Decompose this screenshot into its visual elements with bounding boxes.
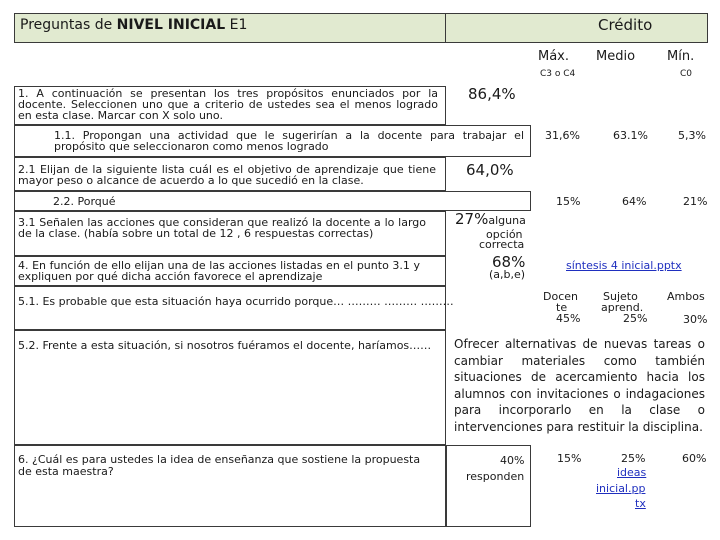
q4-link[interactable]: síntesis 4 inicial.pptx (566, 259, 682, 272)
q1-value: 86,4% (468, 85, 516, 103)
q2-1-line2: mayor peso o alcance de acuerdo a lo que sucedió en la clase. (18, 174, 364, 187)
header-right-cell (445, 13, 708, 43)
q3-1-line1: 3.1 Señalen las acciones que consideran que realizó la docente a lo largo (18, 216, 426, 229)
q1-1-line2: propósito que seleccionaron como menos logrado (54, 140, 329, 153)
q5-1-docente-pct: 45% (556, 312, 581, 325)
col-max-label: Máx. (538, 49, 570, 64)
q3-1-value-big: 27% (455, 210, 489, 228)
q3-1-value-line2: opción (486, 228, 523, 241)
header-credit: Crédito (598, 16, 653, 34)
header-title: Preguntas de NIVEL INICIAL E1 (20, 17, 248, 33)
q5-1-cell (14, 286, 446, 330)
q5-1-sujeto-pct: 25% (623, 312, 648, 325)
q6-link-line3[interactable]: tx (635, 497, 646, 510)
col-min-label: Mín. (667, 49, 695, 64)
q5-2-text: 5.2. Frente a esta situación, si nosotros fuéramos el docente, haríamos…… (18, 339, 432, 352)
q2-2-medio: 64% (622, 195, 647, 208)
q2-1-line1: 2.1 Elijan de la siguiente lista cuál es el objetivo de aprendizaje que tiene (18, 163, 436, 176)
q6-max: 15% (557, 452, 582, 465)
q2-2-max: 15% (556, 195, 581, 208)
q4-value: 68% (492, 253, 526, 271)
q3-1-line2: de la clase. (había sobre un total de 12 , 6 respuestas correctas) (18, 227, 374, 240)
q6-value-1: 40% (500, 454, 525, 467)
q1-line3: en esta clase. Marcar con X solo uno. (18, 109, 223, 122)
q6-medio-pct: 25% (621, 452, 646, 465)
col-medio-label: Medio (596, 49, 636, 64)
q6-value-2: responden (466, 470, 525, 483)
q3-1-value-rest: alguna (488, 214, 526, 227)
q1-1-min: 5,3% (678, 129, 706, 142)
q5-1-docente-1: Docen (543, 290, 578, 303)
q5-2-answer-line: intervenciones para restituir la disciplina. (454, 419, 703, 434)
q2-1-value: 64,0% (466, 161, 514, 179)
q4-line2: expliquen por qué dicha acción favorece el aprendizaje (18, 270, 323, 283)
q6-line2: de esta maestra? (18, 465, 114, 478)
q1-1-line1: 1.1. Propongan una actividad que le sugerirían a la docente para trabajar el (54, 129, 524, 142)
q5-2-answer-line: Ofrecer alternativas de nuevas tareas o (454, 337, 705, 351)
q1-1-medio: 63.1% (613, 129, 648, 142)
col-max-sub: C3 o C4 (540, 69, 576, 79)
q5-1-ambos-pct: 30% (683, 313, 708, 326)
q5-2-answer-line: situaciones de acercamiento hacia los (454, 370, 705, 384)
q5-1-docente-2: te (556, 301, 568, 314)
q3-1-value (455, 210, 526, 228)
q2-2-label: 2.2. Porqué (53, 195, 116, 208)
q1-line1: 1. A continuación se presentan los tres propósitos enunciados por la (18, 87, 438, 100)
q5-2-answer-line: cambiar materiales como también (454, 353, 705, 368)
q5-2-answer-line: alumnos con invitaciones o indagaciones (454, 386, 705, 401)
q6-line1: 6. ¿Cuál es para ustedes la idea de enseñanza que sostiene la propuesta (18, 453, 421, 466)
q4-line1: 4. En función de ello elijan una de las acciones listadas en el punto 3.1 y (18, 259, 420, 272)
q1-line2: docente. Seleccionen uno que a criterio de ustedes sea el menos logrado (18, 98, 438, 111)
q3-1-value-line3: correcta (479, 238, 525, 251)
q5-2-answer-line: para incorporarlo en la clase o (454, 403, 705, 417)
q6-min: 60% (682, 452, 707, 465)
q2-2-min: 21% (683, 195, 708, 208)
q6-link-line1[interactable]: ideas (617, 466, 647, 479)
q6-link-line2[interactable]: inicial.pp (596, 482, 646, 495)
q5-1-sujeto-2: aprend. (601, 301, 644, 314)
q5-1-text: 5.1. Es probable que esta situación haya ocurrido porque… ……… ……… ……… (18, 295, 454, 308)
q1-1-max: 31,6% (545, 129, 580, 142)
q5-1-ambos: Ambos (667, 290, 705, 303)
col-min-sub: C0 (680, 69, 693, 79)
q5-2-answer (454, 336, 705, 435)
q4-value-sub: (a,b,e) (489, 268, 526, 281)
q5-1-sujeto-1: Sujeto (603, 290, 638, 303)
